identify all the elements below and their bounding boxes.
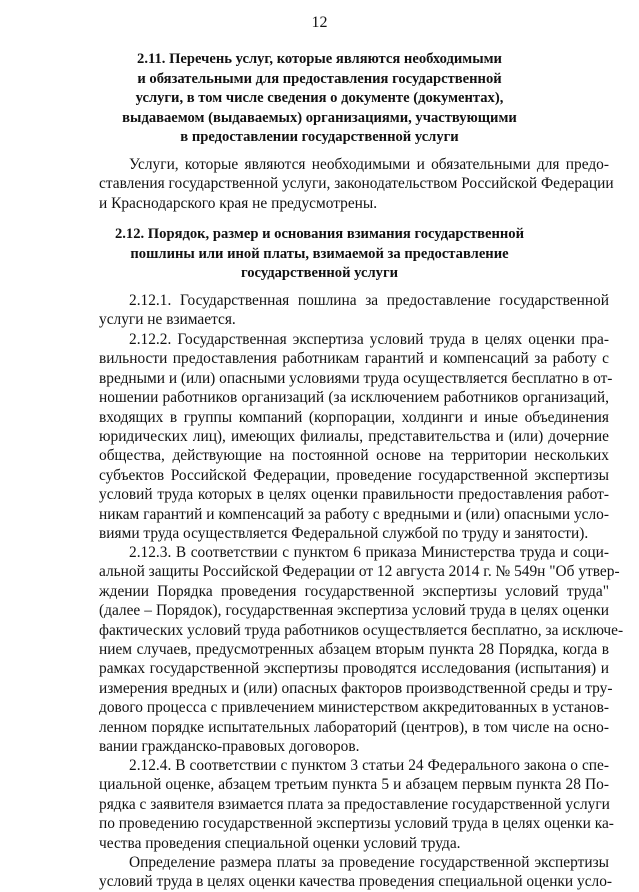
- heading-line: и обязательными для предоставления государственной: [137, 70, 502, 87]
- paragraph-2-12-4: [99, 756, 614, 853]
- text-line: 2.12.3. В соответствии с пунктом 6 приказа Министерства труда и соци-: [129, 544, 609, 561]
- text-line: ношении работников организаций (за исключением работников организаций,: [99, 389, 609, 407]
- text-line: общества, действующие на постоянной основе на территории нескольких: [99, 447, 609, 465]
- text-line: условий труда которых в целях оценки правильности предоставления работ-: [99, 486, 609, 504]
- text-line: входящих в группы компаний (корпорации, холдинги и иные объединения: [99, 408, 609, 426]
- text-line: 2.12.4. В соответствии с пунктом 3 статьи 24 Федерального закона о спе-: [129, 757, 609, 774]
- section-2-11-heading: [60, 50, 579, 148]
- text-line: рамках государственной экспертизы проводятся исследования (испытания) и: [99, 660, 609, 678]
- text-line: вании гражданско-правовых договоров.: [99, 738, 360, 756]
- text-line: ленном порядке испытательных лабораторий (центров), в том числе на осно-: [99, 718, 609, 736]
- text-line: (далее – Порядок), государственная экспертиза условий труда в целях оценки: [99, 602, 609, 620]
- text-line: Определение размера платы за проведение государственной экспертизы: [129, 854, 609, 871]
- paragraph-fee-determination: [99, 853, 613, 892]
- paragraph-2-12-1: [99, 291, 609, 330]
- paragraph-2-12-2: [99, 330, 613, 543]
- heading-line: в предоставлении государственной услуги: [180, 129, 459, 145]
- text-line: циальной оценке, абзацем третьим пункта 5 и абзацем первым пункта 28 По-: [99, 776, 609, 794]
- text-line: никам гарантий и компенсаций за работу с вредными и (или) опасными усло-: [99, 505, 609, 523]
- text-line: фактических условий труда работников осуществляется бесплатно, за исключе-: [99, 621, 624, 639]
- heading-line: 2.11. Перечень услуг, которые являются необходимыми: [137, 51, 502, 67]
- text-line: и Краснодарского края не предусмотрены.: [99, 194, 378, 212]
- text-line: вильности предоставления работникам гарантий и компенсаций за работу с: [99, 350, 609, 368]
- text-line: по проведению государственной экспертизы условий труда в целях оценки ка-: [99, 815, 614, 833]
- heading-line: пошлины или иной платы, взимаемой за предоставление: [130, 245, 509, 262]
- text-line: чества проведения специальной оценки условий труда.: [99, 834, 461, 852]
- section-2-12-heading: [60, 225, 579, 284]
- text-line: Услуги, которые являются необходимыми и обязательными для предо-: [129, 156, 609, 173]
- text-line: измерения вредных и (или) опасных факторов производственной среды и тру-: [99, 679, 613, 697]
- heading-line: услуги, в том числе сведения о документе (документах),: [135, 90, 504, 106]
- page-number: 12: [311, 14, 328, 31]
- text-line: 2.12.2. Государственная экспертиза условий труда в целях оценки пра-: [129, 331, 609, 348]
- heading-line: выдаваемом (выдаваемых) организациями, участвующими: [122, 109, 517, 126]
- paragraph-2-11-services: [99, 155, 614, 213]
- text-line: альной защиты Российской Федерации от 12 августа 2014 г. № 549н "Об утвер-: [99, 563, 620, 581]
- text-line: ставления государственной услуги, законодательством Российской Федерации: [99, 175, 614, 193]
- text-line: ждении Порядка проведения государственной экспертизы условий труда": [99, 582, 609, 600]
- text-line: нием случаев, предусмотренных абзацем вторым пункта 28 Порядка, когда в: [99, 641, 609, 659]
- text-line: условий труда в целях оценки качества проведения специальной оценки усло-: [99, 873, 613, 891]
- text-line: рядка с заявителя взимается плата за предоставление государственной услуги: [99, 795, 610, 813]
- text-line: 2.12.1. Государственная пошлина за предоставление государственной: [129, 292, 609, 309]
- text-line: юридических лиц), имеющих филиалы, представительства и (или) дочерние: [99, 428, 609, 446]
- heading-line: 2.12. Порядок, размер и основания взимания государственной: [114, 226, 525, 242]
- text-line: субъектов Российской Федерации, проведение государственной экспертизы: [99, 466, 609, 484]
- text-line: вредными и (или) опасными условиями труда осуществляется бесплатно в от-: [99, 369, 613, 387]
- text-line: дового процесса с привлечением министерством аккредитованных в установ-: [99, 699, 609, 717]
- text-line: услуги не взимается.: [99, 311, 236, 329]
- text-line: виями труда осуществляется Федеральной службой по труду и занятости).: [99, 525, 589, 543]
- heading-line: государственной услуги: [240, 265, 399, 281]
- paragraph-2-12-3: [99, 543, 624, 756]
